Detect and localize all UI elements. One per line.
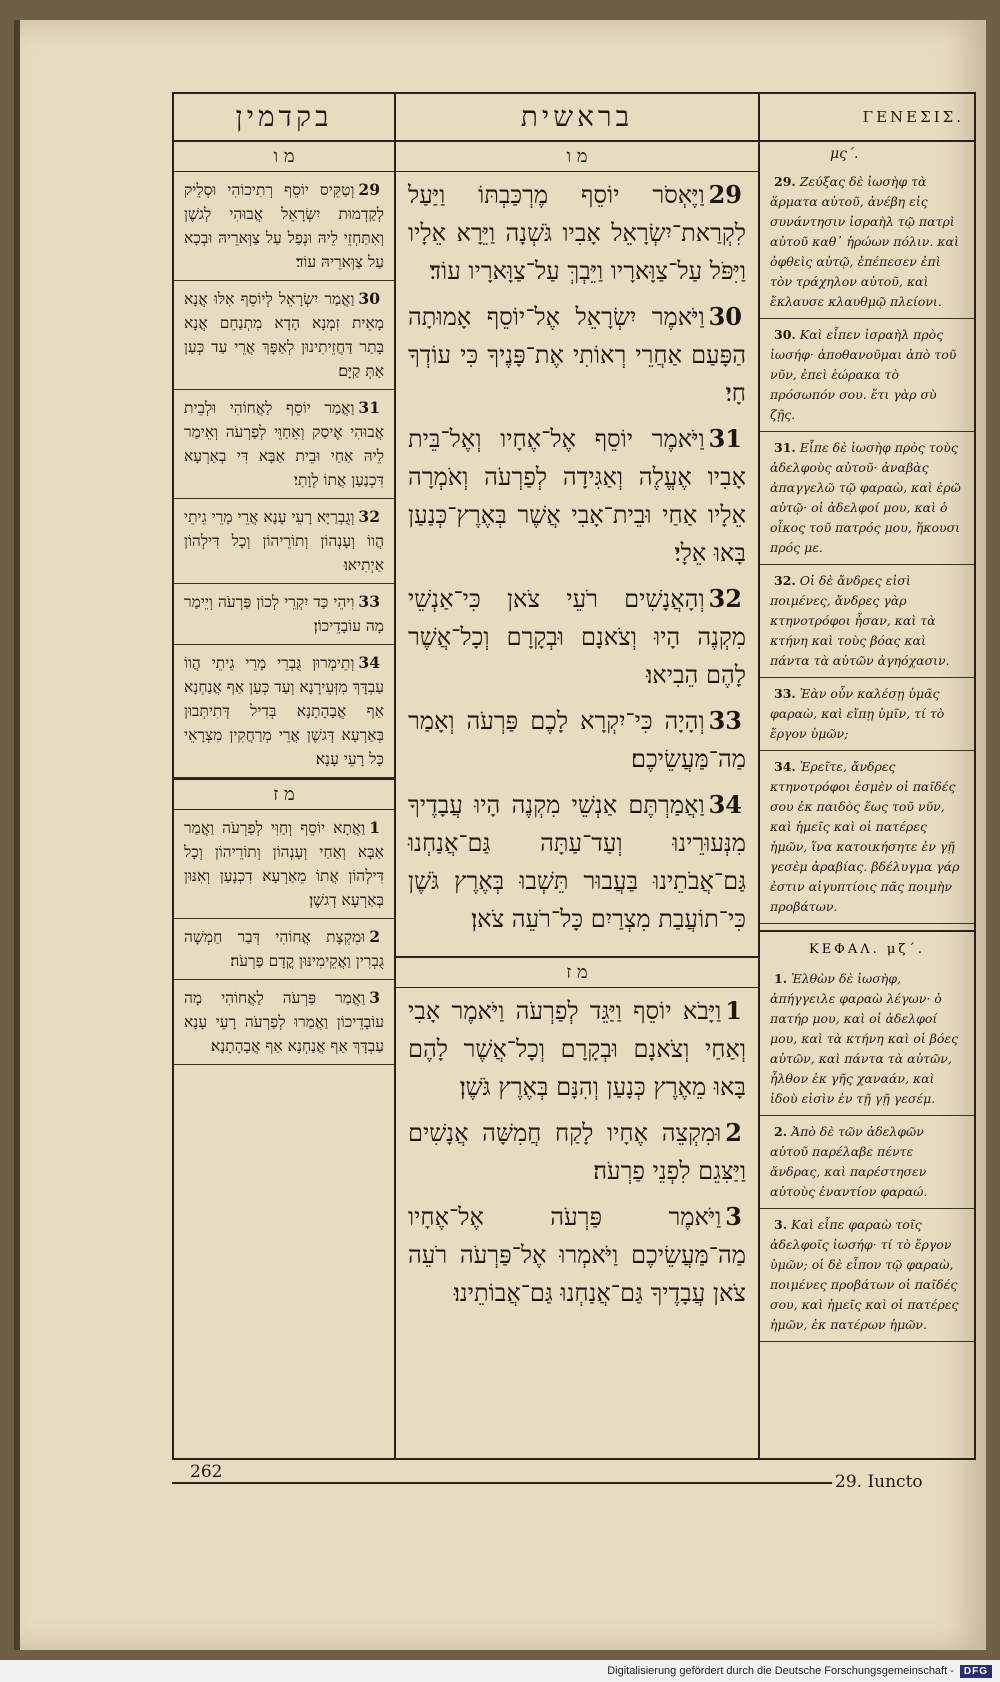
verse-number: 29. <box>774 174 796 189</box>
verse-number: 33 <box>358 592 380 611</box>
verse-text: Ζεύξας δὲ ἰωσὴφ τὰ ἅρματα αὐτοῦ, ἀνέβη εἰς συνάντησιν ἰσραὴλ τῷ πατρὶ αὐτοῦ καθ᾽ ἡρώων πόλιν. καὶ ὀφθεὶς αὐτῷ, ἐπέπεσεν ἐπὶ τὸν τράχηλον αὐτοῦ, καὶ ἔκλαυσε κλαυθμῷ πλείονι. <box>770 174 959 309</box>
aramaic-header: בקדמין <box>174 94 394 142</box>
verse-number: 31. <box>774 440 796 455</box>
hebrew-verse <box>396 294 758 416</box>
verse-number: 33 <box>708 706 742 735</box>
verse-number: 30. <box>774 327 796 342</box>
hebrew-verses-47 <box>396 988 758 1316</box>
verse-number: 30 <box>358 289 380 308</box>
greek-verse <box>760 963 974 1116</box>
credit-text: Digitalisierung gefördert durch die Deutsche Forschungsgemeinschaft - <box>607 1665 954 1677</box>
verse-text: וְתֵימְרוּן גֻּבְרֵי מָרֵי גֵיתֵי הֲווֹ עַבְדָּךְ מִזְּעֵירָנָא וְעַד כְּעַן אַף אֲנַחְנָא אַף אֲבָהָתָנָא בְּדִיל דְּתִיתְּבוּן בְּאַרְעָא דְּגשֶׁן אֲרֵי מְרַחֲקִין מִצְרָאֵי כָּל רָעֵי עָנָא׃ <box>184 654 384 768</box>
verse-number: 34 <box>708 790 742 819</box>
verse-number: 2 <box>725 1118 742 1147</box>
verse-text: וְגֻבְרַיָּא רָעֵי עָנָא אֲרֵי מָרֵי גֵיתֵי הֲווֹ וְעָנְהוֹן וְתוֹרֵיהוֹן וְכָל דִּילְהוֹן אַיְתִיאוּ׃ <box>184 508 384 574</box>
hebrew-header: בראשית <box>396 94 758 142</box>
aramaic-column <box>174 94 396 1458</box>
greek-verse <box>760 751 974 924</box>
hebrew-verses-46 <box>396 172 758 942</box>
verse-number: 33. <box>774 686 796 701</box>
aramaic-verse <box>174 810 394 919</box>
greek-verse <box>760 1209 974 1342</box>
verse-text: וַיֹּאמֶר יִשְׂרָאֵל אֶל־יוֹסֵף אָמוּתָה הַפָּעַם אַחֲרֵי רְאוֹתִי אֶת־פָּנֶיךָ כִּי עוֹדְךָ חָי׃ <box>408 303 746 407</box>
verse-text: Ἐλθὼν δὲ ἰωσὴφ, ἀπήγγειλε φαραὼ λέγων· ὁ πατήρ μου, καὶ οἱ ἀδελφοί μου, καὶ τὰ κτήνη καὶ οἱ βόες αὐτῶν, καὶ πάντα τὰ αὐτῶν, ἦλθον ἐκ γῆς χαναάν, καὶ ἰδοὺ εἰσὶν ἐν τῇ γῇ γεσέμ. <box>770 971 959 1106</box>
aramaic-verse <box>174 281 394 390</box>
aramaic-verse <box>174 919 394 980</box>
verse-number: 30 <box>708 302 742 331</box>
verse-number: 2. <box>774 1124 788 1139</box>
hebrew-verse <box>396 1110 758 1194</box>
aramaic-verses-46 <box>174 172 394 778</box>
verse-number: 2 <box>369 927 380 946</box>
catchword: 29. Iuncto <box>835 1472 923 1492</box>
hebrew-verse <box>396 1194 758 1316</box>
verse-number: 31 <box>708 424 742 453</box>
verse-number: 3. <box>774 1217 788 1232</box>
verse-number: 32 <box>708 584 742 613</box>
verse-text: וְהָאֲנָשִׁים רֹעֵי צֹאן כִּי־אַנְשֵׁי מִקְנֶה הָיוּ וְצֹאנָם וּבְקָרָם וְכָל־אֲשֶׁר לָהֶם הֵבִיאוּ׃ <box>408 585 746 689</box>
text-frame <box>172 92 976 1460</box>
verse-text: Ἐὰν οὖν καλέσῃ ὑμᾶς φαραὼ, καὶ εἴπῃ ὑμῖν, τί τὸ ἔργον ὑμῶν; <box>770 686 945 741</box>
greek-header: ΓΕΝΕΣΙΣ. <box>760 94 974 142</box>
greek-chapter-47: ΚΕΦΑΛ. μζ΄. <box>760 930 974 963</box>
verse-number: 3 <box>725 1202 742 1231</box>
verse-text: וַאֲמַר יִשְׂרָאֵל לְיוֹסֵף אִלּוּ אֲנָא מָאֵית זִמְנָא הָדָא מִתְנַחֵם אֲנָא בָּתַר דַּחֲזֵיתִינוּן לְאַפָּךְ אֲרֵי עַד כְּעַן אַתְּ קַיָּם׃ <box>184 290 384 380</box>
aramaic-verses-47 <box>174 810 394 1065</box>
verse-text: וְטַקֵּיס יוֹסֵף רְתִיכוֹהִי וּסְלֵיק לְקַדְמוּת יִשְׂרָאֵל אֲבוּהִי לְגשֶׁן וְאִתַּחְזֵי לֵיהּ וּנְפַל עַל צַוְּארֵיהּ וּבְכָא עַל צַוְּארֵיהּ עוֹד׃ <box>184 181 384 271</box>
hebrew-chapter-46: מ ו <box>396 142 758 172</box>
greek-verse <box>760 166 974 319</box>
hebrew-verse <box>396 698 758 782</box>
verse-text: וּמִקְצָת אֲחוֹהִי דְּבַר חַמְשָׁה גֻבְרִין וַאֲקֵימִינּוּן קֳדָם פַּרְעֹה׃ <box>184 928 384 970</box>
hebrew-verse <box>396 576 758 698</box>
hebrew-verse <box>396 172 758 294</box>
aramaic-verse <box>174 172 394 281</box>
hebrew-verse <box>396 988 758 1110</box>
verse-text: וַאֲתָא יוֹסֵף וְחַוִּי לְפַרְעֹה וַאֲמַר אַבָּא וְאַחַי וְעָנְהוֹן וְתוֹרֵיהוֹן וְכָל דִּילְהוֹן אֲתוֹ מֵאַרְעָא דִכְנָעַן וְאִנּוּן בְּאַרְעָא דְגשֶׁן׃ <box>184 819 384 909</box>
greek-verses-46 <box>760 166 974 924</box>
book-page <box>14 20 986 1650</box>
verse-text: Εἶπε δὲ ἰωσὴφ πρὸς τοὺς ἀδελφοὺς αὐτοῦ· ἀναβὰς ἀπαγγελῶ τῷ φαραὼ, καὶ ἐρῶ αὐτῷ· οἱ ἀδελφοί μου, καὶ ὁ οἶκος τοῦ πατρός μου, ἥκουσι πρός με. <box>770 440 961 555</box>
verse-text: וּמִקְצֵה אֶחָיו לָקַח חֲמִשָּׁה אֲנָשִׁים וַיַּצִּגֵם לִפְנֵי פַרְעֹה׃ <box>408 1119 746 1185</box>
hebrew-verse <box>396 782 758 942</box>
page-number: 262 <box>190 1462 223 1482</box>
verse-text: Καὶ εἶπε φαραὼ τοῖς ἀδελφοῖς ἰωσήφ· τί τὸ ἔργον ὑμῶν; οἱ δὲ εἶπον τῷ φαραὼ, ποιμένες προβάτων οἱ παῖδές σου, καὶ ἡμεῖς καὶ οἱ πατέρες ἡμῶν, ἐκ πατέρων ἡμῶν. <box>770 1217 959 1332</box>
verse-number: 29 <box>358 180 380 199</box>
verse-number: 31 <box>358 398 380 417</box>
verse-text: וַאֲמַר פַּרְעֹה לַאֲחוֹהִי מָה עוֹבָדֵיכוֹן וַאֲמַרוּ לְפַרְעֹה רָעֵי עָנָא עַבְדָּךְ אַף אֲנַחְנָא אַף אֲבָהָתָנָא׃ <box>184 989 384 1055</box>
verse-text: וַיֶּאְסֹר יוֹסֵף מֶרְכַּבְתּוֹ וַיַּעַל לִקְרַאת־יִשְׂרָאֵל אָבִיו גֹּשְׁנָה וַיֵּרָא אֵלָיו וַיִּפֹּל עַל־צַוָּארָיו וַיֵּבְךְּ עַל־צַוָּארָיו עוֹד׃ <box>408 181 746 285</box>
verse-text: Καὶ εἶπεν ἰσραὴλ πρὸς ἰωσήφ· ἀποθανοῦμαι ἀπὸ τοῦ νῦν, ἐπεὶ ἑώρακα τὸ πρόσωπόν σου. ἔτι γὰρ σὺ ζῇς. <box>770 327 957 422</box>
greek-verses-47 <box>760 963 974 1342</box>
hebrew-column <box>396 94 760 1458</box>
greek-verse <box>760 319 974 432</box>
verse-number: 32. <box>774 573 796 588</box>
verse-number: 32 <box>358 507 380 526</box>
verse-text: Οἱ δὲ ἄνδρες εἰσὶ ποιμένες, ἄνδρες γὰρ κτηνοτρόφοι ἦσαν, καὶ τὰ κτήνη καὶ τοὺς βόας καὶ πάντα τὰ αὐτῶν ἀγηόχασιν. <box>770 573 950 668</box>
verse-number: 29 <box>708 180 742 209</box>
verse-text: וַאֲמַרְתֶּם אַנְשֵׁי מִקְנֶה הָיוּ עֲבָדֶיךָ מִנְּעוּרֵינוּ וְעַד־עַתָּה גַּם־אֲנַחְנוּ גַּם־אֲבֹתֵינוּ בַּעֲבוּר תֵּשְׁבוּ בְּאֶרֶץ גֹּשֶׁן כִּי־תוֹעֲבַת מִצְרַיִם כָּל־רֹעֵה צֹאן׃ <box>408 791 746 933</box>
verse-number: 3 <box>369 988 380 1007</box>
verse-text: וַיֹּאמֶר יוֹסֵף אֶל־אֶחָיו וְאֶל־בֵּית אָבִיו אֶעֱלֶה וְאַגִּידָה לְפַרְעֹה וְאֹמְרָה אֵלָיו אַחַי וּבֵית־אָבִי אֲשֶׁר בְּאֶרֶץ־כְּנַעַן בָּאוּ אֵלָי׃ <box>408 425 746 567</box>
hebrew-verse <box>396 416 758 576</box>
aramaic-chapter-47: מ ז <box>174 778 394 810</box>
aramaic-verse <box>174 499 394 584</box>
digitization-credit-bar <box>0 1660 1000 1682</box>
greek-verse <box>760 565 974 678</box>
greek-column <box>760 94 974 1458</box>
aramaic-verse <box>174 645 394 778</box>
aramaic-verse <box>174 980 394 1065</box>
verse-number: 34. <box>774 759 796 774</box>
verse-text: וְהָיָה כִּי־יִקְרָא לָכֶם פַּרְעֹה וְאָמַר מַה־מַּעֲשֵׂיכֶם׃ <box>408 707 746 773</box>
footer-rule <box>172 1482 832 1484</box>
greek-verse <box>760 1116 974 1209</box>
aramaic-verse <box>174 584 394 645</box>
verse-text: וִיהֵי כַּד יִקְרֵי לְכוֹן פַּרְעֹה וְיֵימַר מָה עוֹבָדֵיכוֹן׃ <box>184 593 384 635</box>
hebrew-chapter-47: מ ז <box>396 956 758 988</box>
aramaic-chapter-46: מ ו <box>174 142 394 172</box>
verse-number: 1 <box>725 996 742 1025</box>
greek-verse <box>760 678 974 751</box>
verse-text: וַיֹּאמֶר פַּרְעֹה אֶל־אֶחָיו מַה־מַּעֲשֵׂיכֶם וַיֹּאמְרוּ אֶל־פַּרְעֹה רֹעֵה צֹאן עֲבָדֶיךָ גַּם־אֲנַחְנוּ גַּם־אֲבוֹתֵינוּ׃ <box>408 1203 746 1307</box>
verse-number: 1 <box>369 818 380 837</box>
verse-text: וַאֲמַר יוֹסֵף לַאֲחוֹהִי וּלְבֵית אֲבוּהִי אֶיסַק וְאֵחַוֵּי לְפַרְעֹה וְאֵימַר לֵיהּ אַחַי וּבֵית אַבָּא דִּי בְאַרְעָא דִּכְנַעַן אֲתוֹ לְוָתִי׃ <box>184 399 384 489</box>
verse-text: וַיָּבֹא יוֹסֵף וַיַּגֵּד לְפַרְעֹה וַיֹּאמֶר אָבִי וְאַחַי וְצֹאנָם וּבְקָרָם וְכָל־אֲשֶׁר לָהֶם בָּאוּ מֵאֶרֶץ כְּנָעַן וְהִנָּם בְּאֶרֶץ גֹּשֶׁן׃ <box>408 997 746 1101</box>
verse-text: Ἀπὸ δὲ τῶν ἀδελφῶν αὐτοῦ παρέλαβε πέντε ἄνδρας, καὶ παρέστησεν αὐτοὺς ἐναντίον φαραώ. <box>770 1124 928 1199</box>
greek-chapter-46: μς΄. <box>830 146 859 162</box>
verse-number: 1. <box>774 971 788 986</box>
verse-number: 34 <box>358 653 380 672</box>
verse-text: Ἐρεῖτε, ἄνδρες κτηνοτρόφοι ἐσμὲν οἱ παῖδές σου ἐκ παιδὸς ἕως τοῦ νῦν, καὶ ἡμεῖς καὶ οἱ πατέρες ἡμῶν, ἵνα κατοικήσητε ἐν γῇ γεσὲμ ἀραβίας. βδέλυγμα γάρ ἐστιν αἰγυπτίοις πᾶς ποιμὴν προβάτων. <box>770 759 960 914</box>
aramaic-verse <box>174 390 394 499</box>
dfg-logo: DFG <box>960 1665 992 1678</box>
greek-verse <box>760 432 974 565</box>
